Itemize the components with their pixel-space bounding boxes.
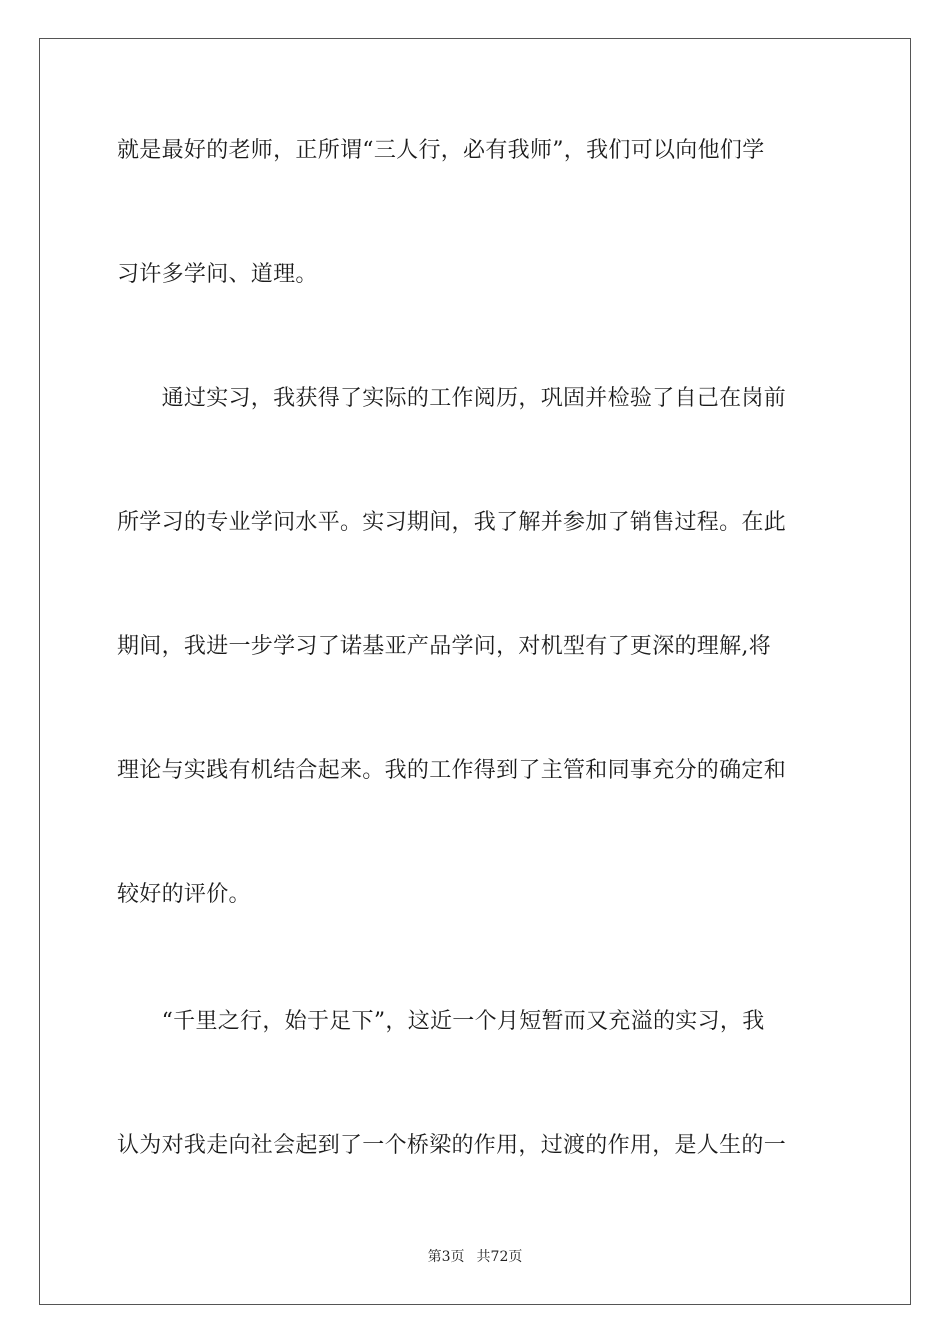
text-line: 较好的评价。	[117, 882, 251, 907]
text-line: 通过实习，我获得了实际的工作阅历，巩固并检验了自己在岗前	[117, 386, 787, 411]
text-line: 期间，我进一步学习了诺基亚产品学问，对机型有了更深的理解,将	[117, 634, 771, 659]
page-frame	[39, 38, 911, 1305]
page-number: 第3页	[427, 1249, 465, 1265]
text-line: 就是最好的老师，正所谓“三人行，必有我师”，我们可以向他们学	[117, 138, 765, 163]
text-line: 所学习的专业学问水平。实习期间，我了解并参加了销售过程。在此	[117, 510, 787, 535]
total-pages: 共72页	[476, 1249, 523, 1265]
text-line: 习许多学问、道理。	[117, 262, 318, 287]
text-line: 认为对我走向社会起到了一个桥梁的作用，过渡的作用，是人生的一	[117, 1133, 787, 1158]
text-line: 理论与实践有机结合起来。我的工作得到了主管和同事充分的确定和	[117, 758, 787, 783]
page-footer	[0, 1248, 950, 1266]
text-line: “千里之行，始于足下”，这近一个月短暂而又充溢的实习，我	[117, 1009, 765, 1034]
